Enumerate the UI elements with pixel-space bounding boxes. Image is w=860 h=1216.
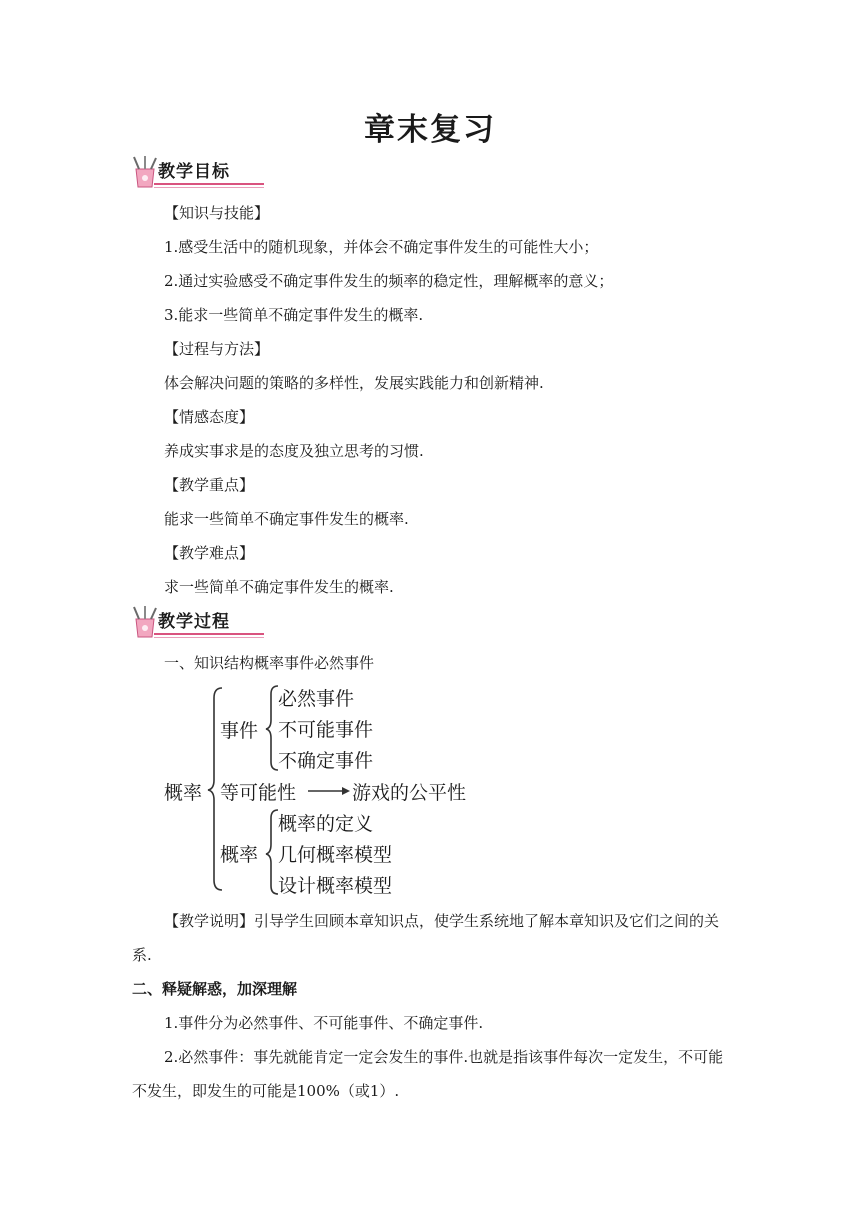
diagram-event-item: 不可能事件: [278, 719, 374, 741]
diagram-game: 游戏的公平性: [352, 782, 467, 804]
page-title: 章末复习: [364, 112, 496, 148]
section-2-heading: 二、释疑解惑，加深理解: [132, 980, 298, 998]
diagram-prob-item: 设计概率模型: [278, 875, 393, 897]
knowledge-item-3: 3.能求一些简单不确定事件发生的概率.: [164, 306, 424, 324]
knowledge-item-2: 2.通过实验感受不确定事件发生的频率的稳定性，理解概率的意义；: [164, 272, 614, 290]
difficulty-heading: 【教学难点】: [164, 544, 255, 562]
teaching-note: 【教学说明】引导学生回顾本章知识点，使学生系统地了解本章知识及它们之间的关系.: [132, 912, 720, 964]
diagram-event-item: 必然事件: [278, 688, 355, 710]
knowledge-structure-diagram: [150, 682, 510, 897]
section-badge-process: [128, 605, 264, 639]
diagram-root: 概率: [164, 782, 203, 804]
process-method-heading: 【过程与方法】: [164, 340, 270, 358]
section-badge-objectives: [128, 155, 264, 189]
badge-underline-thin: [154, 187, 264, 188]
badge-label: 教学过程: [158, 612, 230, 632]
explanation-item-1: 1.事件分为必然事件、不可能事件、不确定事件.: [164, 1014, 484, 1032]
diagram-equal: 等可能性: [220, 782, 297, 804]
section-1-heading: 一、知识结构概率事件必然事件: [164, 654, 375, 672]
key-point-text: 能求一些简单不确定事件发生的概率.: [164, 510, 409, 528]
knowledge-item-1: 1.感受生活中的随机现象，并体会不确定事件发生的可能性大小；: [164, 238, 599, 256]
knowledge-heading: 【知识与技能】: [164, 204, 270, 222]
diagram-event: 事件: [220, 720, 259, 742]
diagram-prob-item: 几何概率模型: [278, 844, 393, 866]
badge-underline-thin: [154, 637, 264, 638]
emotion-heading: 【情感态度】: [164, 408, 255, 426]
diagram-prob: 概率: [220, 844, 259, 866]
emotion-text: 养成实事求是的态度及独立思考的习惯.: [164, 442, 424, 460]
difficulty-text: 求一些简单不确定事件发生的概率.: [164, 578, 394, 596]
process-method-text: 体会解决问题的策略的多样性，发展实践能力和创新精神.: [164, 374, 544, 392]
key-point-heading: 【教学重点】: [164, 476, 255, 494]
explanation-item-2: 2.必然事件：事先就能肯定一定会发生的事件.也就是指该事件每次一定发生，不可能不发生，即发生的可能是100%（或1）.: [132, 1048, 724, 1100]
diagram-event-item: 不确定事件: [278, 750, 374, 772]
badge-label: 教学目标: [158, 162, 230, 182]
badge-underline: [154, 183, 264, 185]
badge-underline: [154, 633, 264, 635]
diagram-prob-item: 概率的定义: [278, 813, 374, 835]
